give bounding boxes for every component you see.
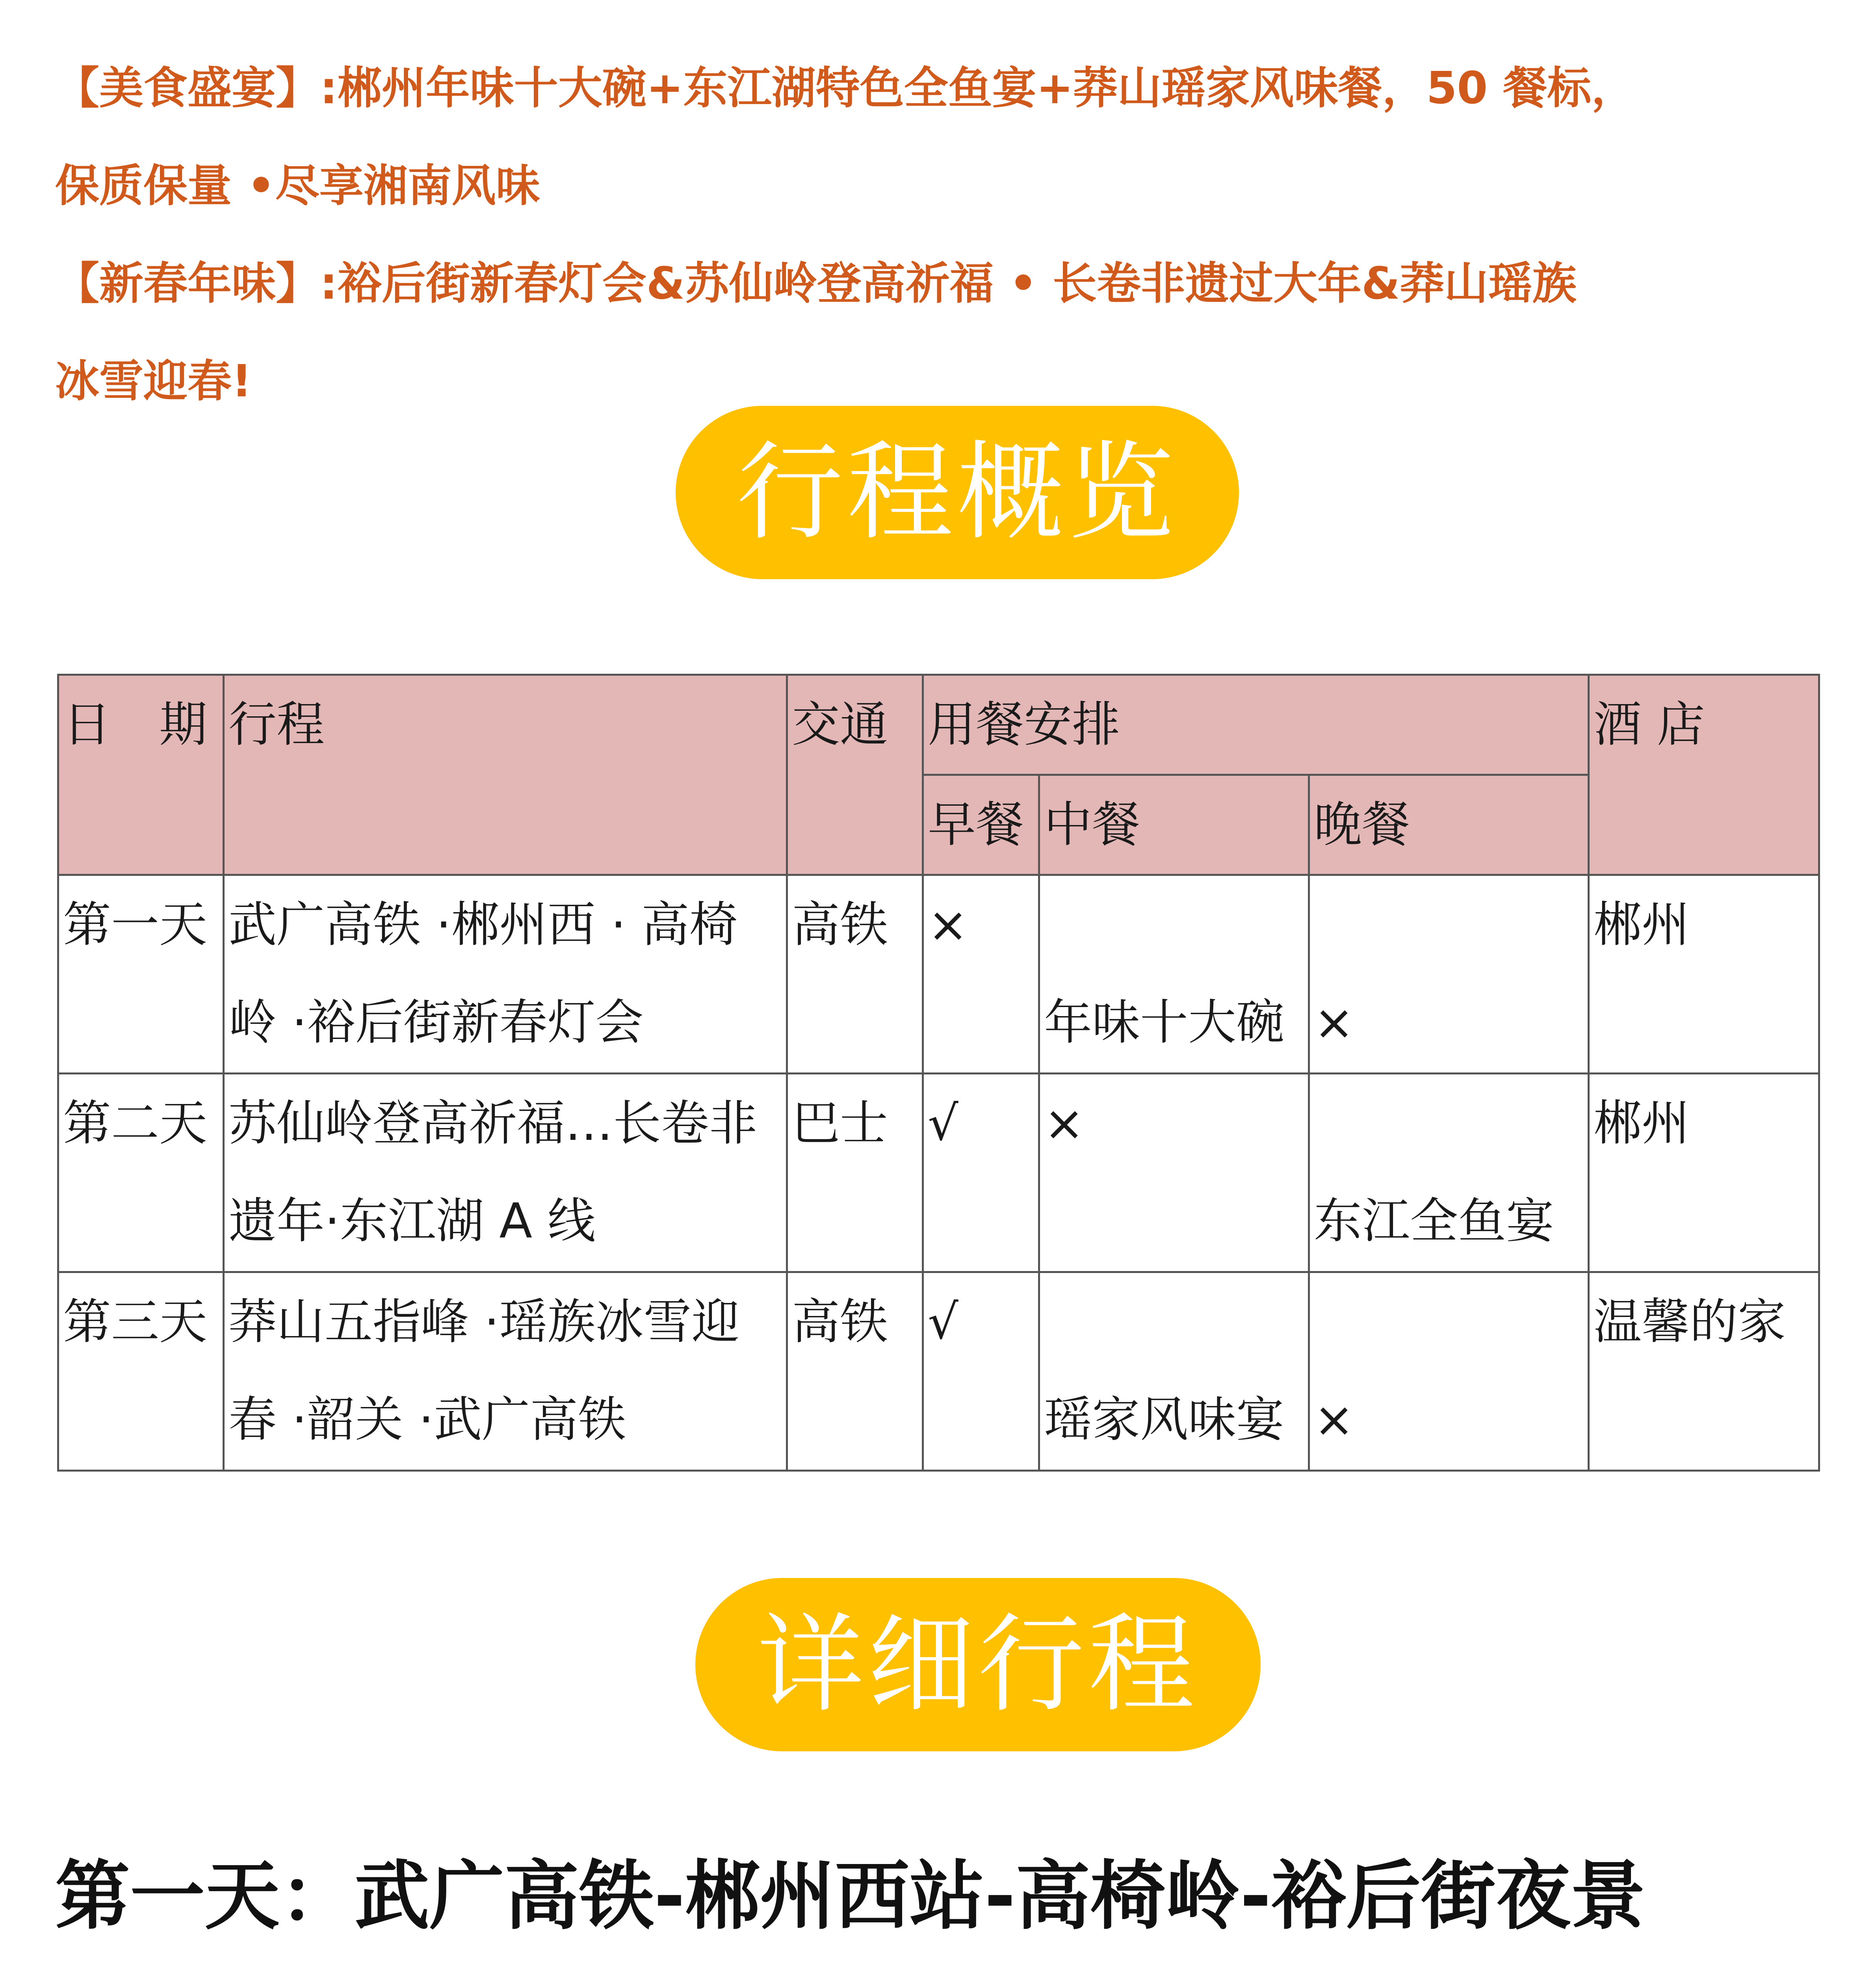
row-dinner [1309, 1272, 1589, 1471]
header-meals: 用餐安排 [923, 675, 1589, 775]
row-lunch [1039, 1272, 1309, 1471]
row-date: 第一天 [58, 875, 224, 1074]
header-dinner: 晚餐 [1309, 775, 1589, 875]
itinerary-line-2: 岭 ·裕后街新春灯会 [228, 994, 644, 1050]
header-date: 日 期 [58, 675, 224, 875]
row-lunch [1039, 875, 1309, 1074]
dinner-value: × [1314, 1392, 1354, 1448]
row-date: 第二天 [58, 1074, 224, 1272]
header-lunch: 中餐 [1039, 775, 1309, 875]
dinner-value: × [1314, 994, 1354, 1050]
table-row [58, 875, 1819, 1074]
header-transport: 交通 [787, 675, 923, 875]
row-itinerary [224, 1074, 787, 1272]
itinerary-line-1: 武广高铁 ·郴州西 · 高椅 [228, 897, 737, 953]
row-itinerary [224, 875, 787, 1074]
row-transport: 高铁 [787, 1272, 923, 1471]
row-breakfast: × [923, 875, 1039, 1074]
table-row [58, 1074, 1819, 1272]
itinerary-line-1: 苏仙岭登高祈福…长卷非 [228, 1095, 757, 1151]
row-transport: 高铁 [787, 875, 923, 1074]
overview-heading: 行程概览 [676, 406, 1239, 579]
promo-food-line-2: 保质保量 •尽享湘南风味 [55, 160, 540, 212]
overview-table [57, 674, 1820, 1472]
row-hotel: 郴州 [1589, 875, 1819, 1074]
dinner-value: 东江全鱼宴 [1314, 1193, 1554, 1249]
row-itinerary [224, 1272, 787, 1471]
day1-title: 第一天：武广高铁-郴州西站-高椅岭-裕后街夜景 [55, 1853, 1646, 1940]
itinerary-line-2: 遗年·东江湖 A 线 [228, 1193, 596, 1249]
lunch-value: 年味十大碗 [1044, 994, 1284, 1050]
row-transport: 巴士 [787, 1074, 923, 1272]
promo-spring-line-2: 冰雪迎春! [55, 356, 252, 407]
row-dinner [1309, 1074, 1589, 1272]
itinerary-line-2: 春 ·韶关 ·武广高铁 [228, 1392, 626, 1448]
row-hotel: 温馨的家 [1589, 1272, 1819, 1471]
promo-food-line-1: 【美食盛宴】:郴州年味十大碗+东江湖特色全鱼宴+莽山瑶家风味餐，50 餐标， [55, 63, 1636, 114]
promo-spring-line-1: 【新春年味】:裕后街新春灯会&苏仙岭登高祈福 • 长卷非遗过大年&莽山瑶族 [55, 258, 1577, 309]
row-breakfast: √ [923, 1074, 1039, 1272]
header-breakfast: 早餐 [923, 775, 1039, 875]
row-date: 第三天 [58, 1272, 224, 1471]
row-dinner [1309, 875, 1589, 1074]
header-itinerary: 行程 [224, 675, 787, 875]
row-lunch: × [1039, 1074, 1309, 1272]
itinerary-line-1: 莽山五指峰 ·瑶族冰雪迎 [228, 1294, 740, 1350]
header-hotel: 酒 店 [1589, 675, 1819, 875]
detail-heading: 详细行程 [695, 1578, 1261, 1751]
row-hotel: 郴州 [1589, 1074, 1819, 1272]
row-breakfast: √ [923, 1272, 1039, 1471]
lunch-value: 瑶家风味宴 [1044, 1392, 1284, 1448]
table-row [58, 1272, 1819, 1471]
